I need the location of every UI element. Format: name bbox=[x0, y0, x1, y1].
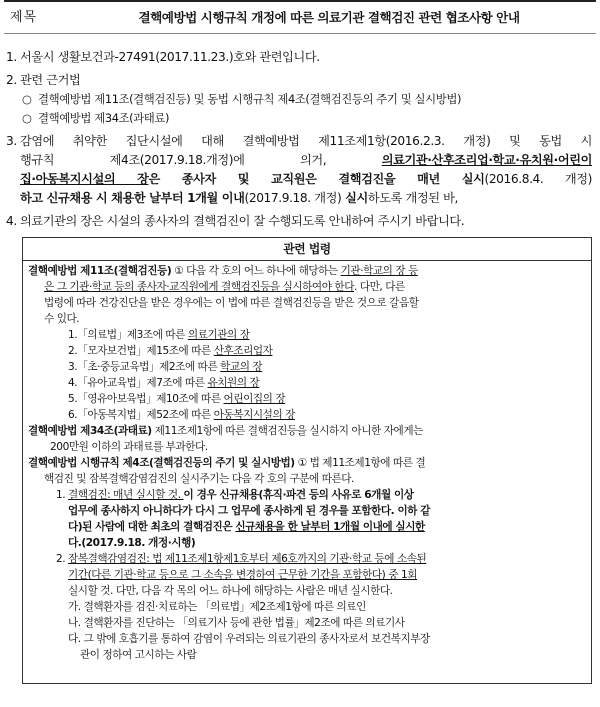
sub-item bbox=[6, 90, 592, 109]
sub-item bbox=[6, 109, 592, 128]
law-list-item: 5.「영유아보육법」제10조에 따른 어린이집의 장 bbox=[68, 393, 286, 405]
law-box-caption: 관련 법령 bbox=[23, 238, 591, 261]
law-rule-article-4: 결핵예방법 시행규칙 제4조(결핵검진등의 주기 및 실시방법) ① 법 제11조제1항에 따른 결 핵검진 및 잠복결핵감염검진의 실시주기는 다음 각 호의 구분에 따른다. 1. 결핵검진: 매년 실시할 것. 이 경우 신규채용(휴직·파견 등의 사유로 6개월 이상 업무에 종사하지 아니하다가 다시 그 업무에 종사하게 된 경우를 포함한다. 이하 같 다)된 사람에 대한 최초의 결핵검진은 신규채용을 한 날부터 1개월 이내에 실시한 다.(2017.9.18. 개정·시행) 2. 잠복결핵감염검진: 법 제11조제1항제1호부터 제6호까지의 기관·학교 등에 소속된 기간(다른 기관·학교 등으로 그 소속을 변경하여 근무한 기간을 포함한다) 중 1회 실시할 것. 다만, 다음 각 목의 어느 하나에 해당하는 사람은 매년 실시한다. 가. 결핵환자를 검진·치료하는 「의료법」제2조제1항에 따른 의료인 나. 결핵환자를 진단하는 「의료기사 등에 관한 법률」제2조에 따른 의료기사 다. 그 밖에 호흡기를 통하여 감염이 우려되는 의료기관의 종사자로서 보건복지부장 관이 정하여 고시하는 사람 bbox=[28, 455, 585, 663]
item-number: 4. bbox=[6, 214, 17, 228]
law-article-11: 결핵예방법 제11조(결핵검진등) ① 다음 각 호의 어느 하나에 해당하는 기관·학교의 장 등 은 그 기관·학교 등의 종사자·교직원에게 결핵검진등을 실시하여야 한다. 다만, 다른 법령에 따라 건강진단을 받은 경우에는 이 법에 따른 결핵검진등을 받은 것으로 갈음할 수 있다. 1.「의료법」제3조에 따른 의료기관의 장 2.「모자보건법」제15조에 따른 산후조리업자 3.「초·중등교육법」제2조에 따른 학교의 장 4.「유아교육법」제7조에 따른 유치원의 장 5.「영유아보육법」제10조에 따른 어린이집의 장 6.「아동복지법」제52조에 따른 아동복지시설의 장 bbox=[28, 263, 585, 423]
rule-sub-sub-item: 다. 그 밖에 호흡기를 통하여 감염이 우려되는 의료기관의 종사자로서 보건복지부장 bbox=[68, 633, 430, 645]
law-list-item: 1.「의료법」제3조에 따른 의료기관의 장 bbox=[68, 329, 250, 341]
item-1 bbox=[6, 48, 592, 67]
law-article-34: 결핵예방법 제34조(과태료) 제11조제1항에 따른 결핵검진등을 실시하지 아니한 자에게는 200만원 이하의 과태료를 부과한다. bbox=[28, 425, 423, 453]
document-title: 결핵예방법 시행규칙 개정에 따른 의료기관 결핵검진 관련 협조사항 안내 bbox=[138, 10, 520, 25]
rule-sub-item-2: 2. 잠복결핵감염검진: 법 제11조제1항제1호부터 제6호까지의 기관·학교 등에 소속된 기간(다른 기관·학교 등으로 그 소속을 변경하여 근무한 기간을 포함한다) 중 1회 실시할 것. 다만, 다음 각 목의 어느 하나에 해당하는 사람은 매년 실시한다. bbox=[56, 553, 427, 597]
law-list-item: 6.「아동복지법」제52조에 따른 아동복지시설의 장 bbox=[68, 409, 295, 421]
document-body bbox=[0, 34, 600, 684]
related-law-box bbox=[22, 237, 592, 684]
sub-item-text: 결핵예방법 제11조(결핵검진등) 및 동법 시행규칙 제4조(결핵검진등의 주기 및 실시방법) bbox=[38, 92, 461, 106]
target-institutions: 의료기관·산후조리업·학교·유치원·어린이 bbox=[381, 153, 592, 167]
item-3 bbox=[6, 132, 592, 208]
sub-item-text: 결핵예방법 제34조(과태료) bbox=[38, 111, 170, 125]
item-text: 관련 근거법 bbox=[20, 73, 81, 87]
item-2 bbox=[6, 71, 592, 90]
item-text: 의료기관의 장은 시설의 종사자의 결핵검진이 잘 수행되도록 안내하여 주시기 바랍니다. bbox=[20, 214, 465, 228]
document-header bbox=[4, 0, 596, 34]
item-number: 3. bbox=[6, 134, 17, 148]
law-list-item: 2.「모자보건법」제15조에 따른 산후조리업자 bbox=[68, 345, 273, 357]
rule-sub-sub-item-cont: 관이 정하여 고시하는 사람 bbox=[80, 649, 197, 661]
circle-bullet-icon: ○ bbox=[22, 111, 32, 125]
item-text: 서울시 생활보건과-27491(2017.11.23.)호와 관련입니다. bbox=[20, 50, 320, 64]
item-number: 1. bbox=[6, 50, 17, 64]
item-4 bbox=[6, 212, 592, 231]
rule-sub-sub-item: 나. 결핵환자를 진단하는 「의료기사 등에 관한 법률」제2조에 따른 의료기사 bbox=[68, 617, 405, 629]
rule-sub-sub-item: 가. 결핵환자를 검진·치료하는 「의료법」제2조제1항에 따른 의료인 bbox=[68, 601, 366, 613]
law-list-item: 3.「초·중등교육법」제2조에 따른 학교의 장 bbox=[68, 361, 263, 373]
item-text: 감염에 취약한 집단시설에 대해 결핵예방법 제11조제1항(2016.2.3. 개정) 및 동법 시 행규칙 제4조(2017.9.18.개정)에 의거, 의료기관·산후조리업·학교·유치원·어린이 집·아동복지시설의 장은 종사자 및 교직원은 결핵검진을 매년 실시(2016.8.4. 개정) 하고 신규채용 시 채용한 날부터 1개월 이내(2017.9.18. 개정) 실시하도록 개정된 바, bbox=[20, 134, 592, 205]
law-list-item: 4.「유아교육법」제7조에 따른 유치원의 장 bbox=[68, 377, 260, 389]
item-number: 2. bbox=[6, 73, 17, 87]
rule-sub-item-1: 1. 결핵검진: 매년 실시할 것. 이 경우 신규채용(휴직·파견 등의 사유로 6개월 이상 업무에 종사하지 아니하다가 다시 그 업무에 종사하게 된 경우를 포함한다. 이하 같 다)된 사람에 대한 최초의 결핵검진은 신규채용을 한 날부터 1개월 이내에 실시한 다.(2017.9.18. 개정·시행) bbox=[56, 489, 431, 549]
circle-bullet-icon: ○ bbox=[22, 92, 32, 106]
subject-label: 제목 bbox=[10, 10, 38, 25]
